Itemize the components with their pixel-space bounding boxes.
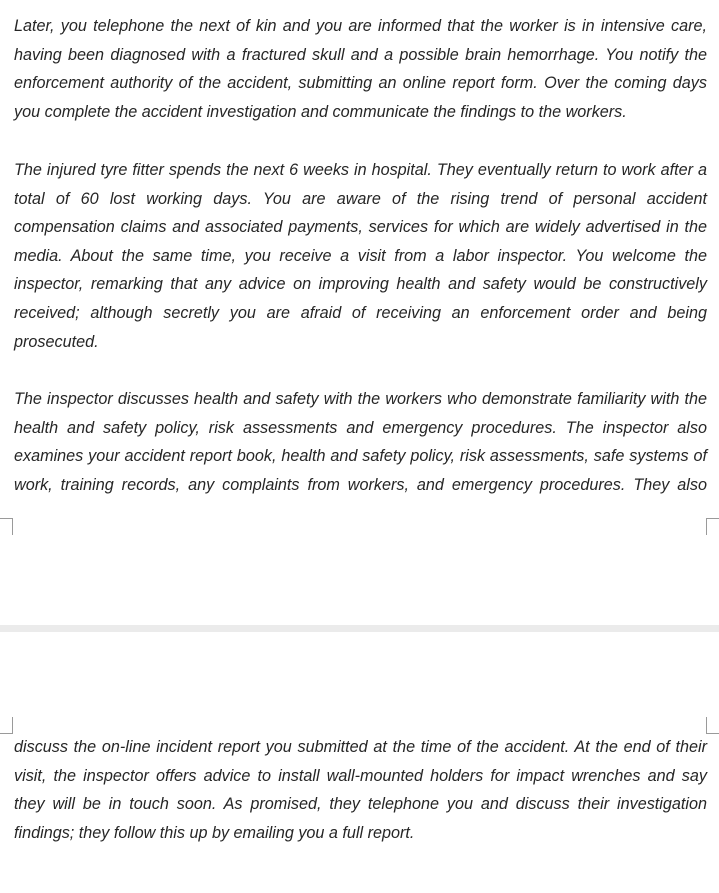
- margin-mark-bottom-left: [0, 518, 13, 535]
- paragraph-1: Later, you telephone the next of kin and you are informed that the worker is in intensive care, having been diagnosed with a fractured skull and a possible brain hemorrhage. You notify the enforcement authority of the accident, submitting an online report form. Over the coming days you complete the accident investigation and communicate the findings to the workers.: [14, 17, 707, 121]
- paragraph-2: The injured tyre fitter spends the next 6 weeks in hospital. They eventually return to work after a total of 60 lost working days. You are aware of the rising trend of personal accident compensation claims and associated payments, services for which are widely advertised in the media. About the same time, you receive a visit from a labor inspector. You welcome the inspector, remarking that any advice on improving health and safety would be constructively received; although secretly you are afraid of receiving an enforcement order and being prosecuted.: [14, 161, 707, 351]
- margin-mark-top-right: [706, 717, 719, 734]
- page-2: [0, 632, 719, 893]
- margin-mark-top-left: [0, 717, 13, 734]
- paragraph-3: The inspector discusses health and safety with the workers who demonstrate familiarity with the health and safety policy, risk assessments and emergency procedures. The inspector also examines your accident report book, health and safety policy, risk assessments, safe systems of work, training records, any complaints from workers, and emergency procedures. They also: [14, 390, 707, 494]
- margin-mark-bottom-right: [706, 518, 719, 535]
- paragraph-4: discuss the on-line incident report you submitted at the time of the accident. At the end of their visit, the inspector offers advice to install wall-mounted holders for impact wrenches and say they will be in touch soon. As promised, they telephone you and discuss their investigation findings; they follow this up by emailing you a full report.: [14, 738, 707, 842]
- page-break: [0, 625, 719, 632]
